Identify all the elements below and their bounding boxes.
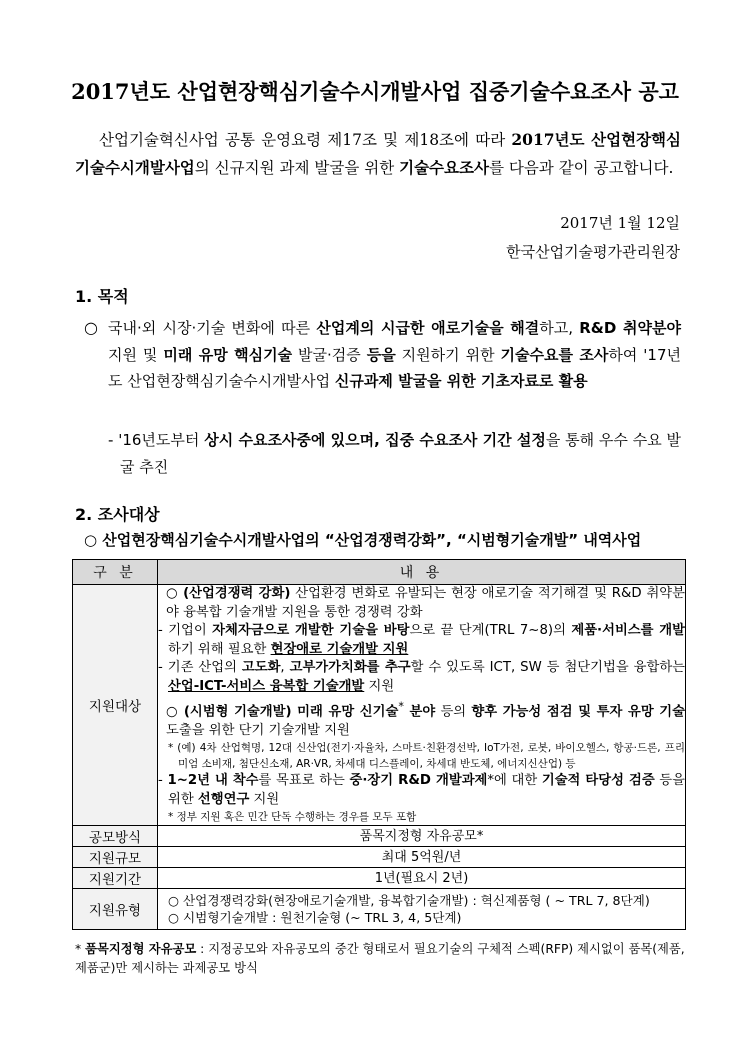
section-1-heading: 1. 목적 — [75, 287, 129, 306]
row-label-target: 지원대상 — [73, 585, 158, 826]
section-2-target-line: ○ 산업현장핵심기술수시개발사업의 “산업경쟁력강화”, “시범형기술개발” 내역사업 — [84, 531, 642, 549]
table-header-row — [73, 560, 686, 585]
example-note: * (예) 4차 산업혁명, 12대 신산업(전기·자율차, 스마트·친환경선박, IoT가전, 로봇, 바이오헬스, 항공·드론, 프리미엄 소비재, 첨단신소재, AR·VR, 차세대 디스플레이, 차세대 반도체, 에너지신산업) 등 — [168, 742, 685, 771]
header-col-content: 내 용 — [158, 560, 686, 585]
row-content-target: ○ (산업경쟁력 강화) 산업환경 변화로 유발되는 현장 애로기술 적기해결 및 R&D 취약분야 융복합 기술개발 지원을 통한 경쟁력 강화 - 기업이 자체자금으로 개발한 기술을 바탕으로 끝 단계(TRL 7~8)의 제품·서비스를 개발하기 위해 필요한 현장애로 기술개발 지원 - 기존 산업의 고도화, 고부가가치화를 추구할 수 있도록 ICT, SW 등 첨단기법을 융합하는 산업-ICT-서비스 융복합 기술개발 지원 ○ (시범형 기술개발) 미래 유망 신기술* 분야 등의 향후 가능성 점검 및 투자 유망 기술 도출을 위한 단기 기술개발 지원 * (예) 4차 산업혁명, 12대 신산업(전기·자율차, 스마트·친환경선박, IoT가전, 로봇, 바이오헬스, 항공·드론, 프리미엄 소비재, 첨단신소재, AR·VR, 차세대 디스플레이, 차세대 반도체, 에너지신산업) 등 - 1~2년 내 착수를 목표로 하는 중·장기 R&D 개발과제*에 대한 기술적 타당성 검증 등을 위한 선행연구 지원 * 정부 지원 혹은 민간 단독 수행하는 경우를 모두 포함 — [158, 585, 686, 826]
support-table — [72, 559, 686, 930]
row-label-period: 지원기간 — [73, 868, 158, 889]
announcement-date: 2017년 1월 12일 — [560, 214, 680, 232]
scope-note: * 정부 지원 혹은 민간 단독 수행하는 경우를 모두 포함 — [168, 811, 417, 824]
intro-bold-program: 2017년도 산업현장핵심기술수시개발사업 — [75, 130, 682, 177]
section-2-heading: 2. 조사대상 — [75, 505, 160, 524]
section-1-sub: - '16년도부터 상시 수요조사중에 있으며, 집중 수요조사 기간 설정을 통해 우수 수요 발굴 추진 — [108, 431, 682, 476]
row-value-period: 1년(필요시 2년) — [158, 868, 686, 889]
intro-paragraph: 산업기술혁신사업 공통 운영요령 제17조 및 제18조에 따라 2017년도 산업현장핵심기술수시개발사업의 신규지원 과제 발굴을 위한 기술수요조사를 다음과 같이 공고합니다. — [75, 130, 682, 177]
table-row — [73, 585, 686, 826]
table-row — [73, 889, 686, 930]
table-row — [73, 868, 686, 889]
row-value-type: ○ 산업경쟁력강화(현장애로기술개발, 융복합기술개발) : 혁신제품형 ( ~ TRL 7, 8단계) ○ 시범형기술개발 : 원천기술형 (~ TRL 3, 4, 5단계) — [158, 889, 686, 930]
row-value-method: 품목지정형 자유공모* — [158, 826, 686, 847]
header-col-category: 구 분 — [73, 560, 158, 585]
announcing-org: 한국산업기술평가관리원장 — [506, 243, 680, 261]
table-row — [73, 847, 686, 868]
section-1-bullet: ○ — [84, 318, 98, 337]
section-1-purpose: 국내·외 시장·기술 변화에 따른 산업계의 시급한 애로기술을 해결하고, R&D 취약분야 지원 및 미래 유망 핵심기술 발굴·검증 등을 지원하기 위한 기술수요를 조사하여 '17년도 산업현장핵심기술수시개발사업 신규과제 발굴을 위한 기초자료로 활용 — [108, 319, 682, 390]
footnote: * 품목지정형 자유공모 : 지정공모와 자유공모의 중간 형태로서 필요기술의 구체적 스펙(RFP) 제시없이 품목(제품, 제품군)만 제시하는 과제공모 방식 — [75, 942, 685, 975]
row-label-scale: 지원규모 — [73, 847, 158, 868]
table-row — [73, 826, 686, 847]
row-label-type: 지원유형 — [73, 889, 158, 930]
page-title: 2017년도 산업현장핵심기술수시개발사업 집중기술수요조사 공고 — [71, 79, 679, 104]
intro-bold-survey: 기술수요조사 — [399, 158, 489, 177]
row-label-method: 공모방식 — [73, 826, 158, 847]
row-value-scale: 최대 5억원/년 — [158, 847, 686, 868]
